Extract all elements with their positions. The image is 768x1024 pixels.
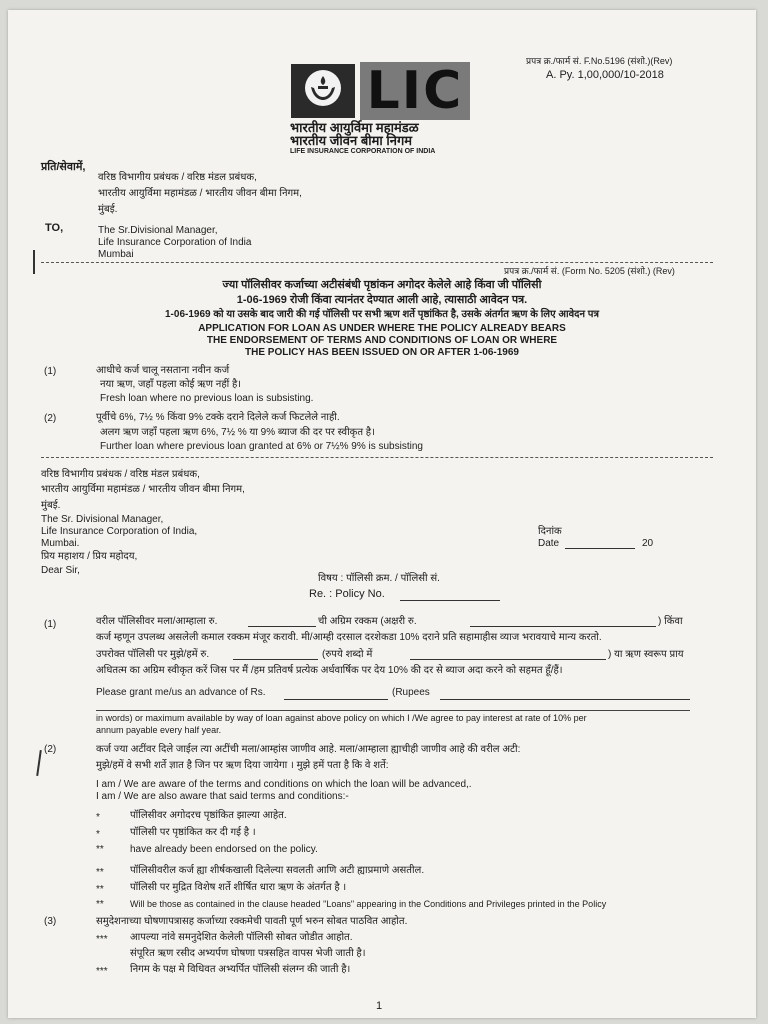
page-number: 1 <box>375 1000 383 1012</box>
para-1-en-c1: in words) or maximum available by way of loan against above policy on which I /We agree to pay interest at rate of 10% per <box>96 713 587 723</box>
date-label: Date <box>538 538 560 549</box>
amount-field-hi[interactable] <box>233 649 318 660</box>
print-ref: A. Py. 1,00,000/10-2018 <box>546 69 664 81</box>
para-3-number: (3) <box>44 916 57 927</box>
bullet-2-english: Will be those as contained in the clause headed "Loans" appearing in the Conditions and Privileges printed in the Policy <box>130 899 607 909</box>
policy-number-field[interactable] <box>400 590 500 601</box>
option-2-number: (2) <box>44 413 57 424</box>
para-2-english-2: I am / We are also aware that said terms and conditions:- <box>96 791 349 802</box>
option-2-hindi: अलग ऋण जहाँ पहला ऋण 6%, 7½ % या 9% ब्याज की दर पर स्वीकृत है। <box>100 427 375 438</box>
para-1-mr-a: वरील पॉलिसीवर मला/आम्हाला रु. <box>96 616 218 627</box>
addr-en-3: Mumbai <box>98 249 134 260</box>
amount-words-continuation[interactable] <box>96 710 690 711</box>
para-1-mr-c: ) किंवा <box>658 616 683 627</box>
para-1-en-b: (Rupees <box>392 687 430 698</box>
addr2-en-3: Mumbai. <box>41 538 80 549</box>
addr2-line-2: भारतीय आयुर्विमा महामंडळ / भारतीय जीवन बीमा निगम, <box>41 484 245 495</box>
separator <box>41 262 713 263</box>
lic-emblem <box>291 64 355 118</box>
salutation-english: Dear Sir, <box>41 565 80 576</box>
form-ref-top: प्रपत्र क्र./फार्म सं. F.No.5196 (संशो.)(Rev) <box>526 56 673 66</box>
option-1-hindi: नया ऋण, जहाँ पहला कोई ऋण नहीं है। <box>100 379 242 390</box>
para-1-mr-b: ची अग्रिम रक्कम (अक्षरी रु. <box>318 616 417 627</box>
bullet-2-marathi: पॉलिसीवरील कर्ज ह्या शीर्षकखाली दिलेल्या सवलती आणि अटी ह्याप्रमाणे असतील. <box>130 865 425 876</box>
addr-en-2: Life Insurance Corporation of India <box>98 237 252 248</box>
salutation-hindi: प्रिय महाशय / प्रिय महोदय, <box>41 551 138 562</box>
bullet-2-hindi: पॉलिसी पर मुद्रित विशेष शर्ते शीर्षित धारा ऋण के अंतर्गत है । <box>130 882 347 893</box>
bullet-1-marathi: पॉलिसीवर अगोदरच पृष्ठांकित झाल्या आहेत. <box>130 810 287 821</box>
bullet-star: ** <box>96 844 104 855</box>
addr-en-1: The Sr.Divisional Manager, <box>98 225 218 236</box>
para-1-en-a: Please grant me/us an advance of Rs. <box>96 687 266 698</box>
amount-field-mr[interactable] <box>248 616 316 627</box>
para-3-marathi: समुदेशनाच्या घोषणापत्रासह कर्जाच्या रक्कमेची पावती पूर्ण भरुन सोबत पाठवित आहोत. <box>96 916 408 927</box>
option-1-number: (1) <box>44 366 57 377</box>
bullet-star: * <box>96 812 100 823</box>
para-1-mr-line-2: कर्ज म्हणून उपलब्ध असलेली कमाल रक्कम मंजूर करावी. मी/आम्ही दरसाल दरशेकडा 10% दराने प्रति सहामाहीस व्याज भरावयाचे मान्य करतो. <box>96 632 602 643</box>
date-label-hindi: दिनांक <box>538 526 562 537</box>
lic-logo-text: LIC <box>360 62 470 120</box>
para-1-hi-b: (रुपये शब्दो में <box>322 649 373 660</box>
para-1-number: (1) <box>44 619 57 630</box>
margin-mark <box>33 250 35 274</box>
form-ref-2: प्रपत्र क्र./फार्म सं. (Form No. 5205 (संशो.) (Rev) <box>504 266 675 276</box>
addr-line-2: भारतीय आयुर्विमा महामंडळ / भारतीय जीवन बीमा निगम, <box>98 188 302 199</box>
subject-hindi: विषय : पॉलिसी क्रम. / पॉलिसी सं. <box>318 573 440 584</box>
title-en-2: THE ENDORSEMENT OF TERMS AND CONDITIONS OF LOAN OR WHERE <box>206 335 558 346</box>
org-name-marathi: भारतीय आयुर्विमा महामंडळ <box>290 120 419 135</box>
para-3-bullet-hindi-2: निगम के पक्ष मे विधिवत अभ्यर्पित पॉलिसी संलग्न की जाती है। <box>130 964 351 975</box>
title-en-3: THE POLICY HAS BEEN ISSUED ON OR AFTER 1-06-1969 <box>245 347 519 358</box>
bullet-star: ** <box>96 899 104 910</box>
addr2-en-2: Life Insurance Corporation of India, <box>41 526 198 537</box>
para-2-number: (2) <box>44 744 57 755</box>
bullet-1-english: have already been endorsed on the policy. <box>130 844 318 855</box>
amount-words-field-mr[interactable] <box>470 616 656 627</box>
para-1-hi-c: ) या ऋण स्वरूप प्राय <box>608 649 684 660</box>
bullet-star: *** <box>96 934 108 945</box>
bullet-star: * <box>96 829 100 840</box>
para-2-english-1: I am / We are aware of the terms and conditions on which the loan will be advanced,. <box>96 779 472 790</box>
margin-mark <box>36 750 42 776</box>
para-1-en-c2: annum payable every half year. <box>96 725 222 735</box>
amount-words-field-en[interactable] <box>440 689 690 700</box>
subject-english: Re. : Policy No. <box>309 588 385 600</box>
form-page <box>8 10 756 1018</box>
para-2-marathi: कर्ज ज्या अटींवर दिले जाईल त्या अटींची मला/आम्हांस जाणीव आहे. मला/आम्हाला ह्याचीही जाणीव आहे की वरील अटी: <box>96 744 521 755</box>
addr2-en-1: The Sr. Divisional Manager, <box>41 514 164 525</box>
para-3-bullet-marathi: आपल्या नांवे समनुदेशित केलेली पॉलिसी सोबत जोडीत आहोत. <box>130 932 353 943</box>
addr-line-1: वरिष्ठ विभागीय प्रबंधक / वरिष्ठ मंडल प्रबंधक, <box>98 172 257 183</box>
para-2-hindi: मुझे/हमें वे सभी शर्ते ज्ञात है जिन पर ऋण दिया जायेगा । मुझे हमें पता है कि वे शर्ते: <box>96 760 389 771</box>
option-1-english: Fresh loan where no previous loan is subsisting. <box>100 393 314 404</box>
para-1-hi-line-2: अधितत्म का अग्रिम स्वीकृत करें जिस पर मैं /हम प्रतिवर्ष प्रत्येक अर्धवार्षिक पर देय 10% की दर से ब्याज अदा करने को सहमत हूँ/हैं। <box>96 665 563 676</box>
date-year-prefix: 20 <box>642 538 654 549</box>
title-mr-1: ज्या पॉलिसीवर कर्जाच्या अटीसंबंधी पृष्ठांकन अगोदर केलेले आहे किंवा जी पॉलिसी <box>222 279 542 291</box>
amount-words-field-hi[interactable] <box>410 649 606 660</box>
org-name-hindi: भारतीय जीवन बीमा निगम <box>290 133 413 148</box>
prati-label: प्रति/सेवामें, <box>41 161 86 173</box>
date-field[interactable] <box>565 538 635 549</box>
title-hi: 1-06-1969 को या उसके बाद जारी की गई पॉलिसी पर सभी ऋण शर्ते पृष्ठांकित है, उसके अंतर्गत ऋण के लिए आवेदन पत्र <box>164 309 599 320</box>
option-1-marathi: आधीचे कर्ज चालू नसताना नवीन कर्ज <box>96 365 230 376</box>
separator <box>41 457 713 458</box>
to-label: TO, <box>45 222 64 234</box>
para-3-bullet-hindi-1: संपूरित ऋण रसीद अभ्यर्पण घोषणा पत्रसहित वापस भेजी जाती है। <box>130 948 366 959</box>
lamp-hands-icon <box>305 70 341 106</box>
bullet-star: ** <box>96 884 104 895</box>
para-1-hi-a: उपरोक्त पॉलिसी पर मुझे/हमें रु. <box>96 649 210 660</box>
title-en-1: APPLICATION FOR LOAN AS UNDER WHERE THE POLICY ALREADY BEARS <box>198 323 566 334</box>
addr-line-3: मुंबई. <box>98 204 118 215</box>
amount-field-en[interactable] <box>284 689 388 700</box>
title-mr-2: 1-06-1969 रोजी किंवा त्यानंतर देण्यात आली आहे, त्यासाठी आवेदन पत्र. <box>236 294 528 306</box>
org-name-english: LIFE INSURANCE CORPORATION OF INDIA <box>290 148 436 155</box>
addr2-line-3: मुंबई. <box>41 500 61 511</box>
bullet-1-hindi: पॉलिसी पर पृष्ठांकित कर दी गई है । <box>130 827 256 838</box>
bullet-star: *** <box>96 966 108 977</box>
option-2-english: Further loan where previous loan granted at 6% or 7½% 9% is subsisting <box>100 441 423 452</box>
addr2-line-1: वरिष्ठ विभागीय प्रबंधक / वरिष्ठ मंडल प्रबंधक, <box>41 469 200 480</box>
option-2-marathi: पूर्वीचे 6%, 7½ % किंवा 9% टक्के दराने दिलेले कर्ज फिटलेले नाही. <box>96 412 340 423</box>
bullet-star: ** <box>96 867 104 878</box>
